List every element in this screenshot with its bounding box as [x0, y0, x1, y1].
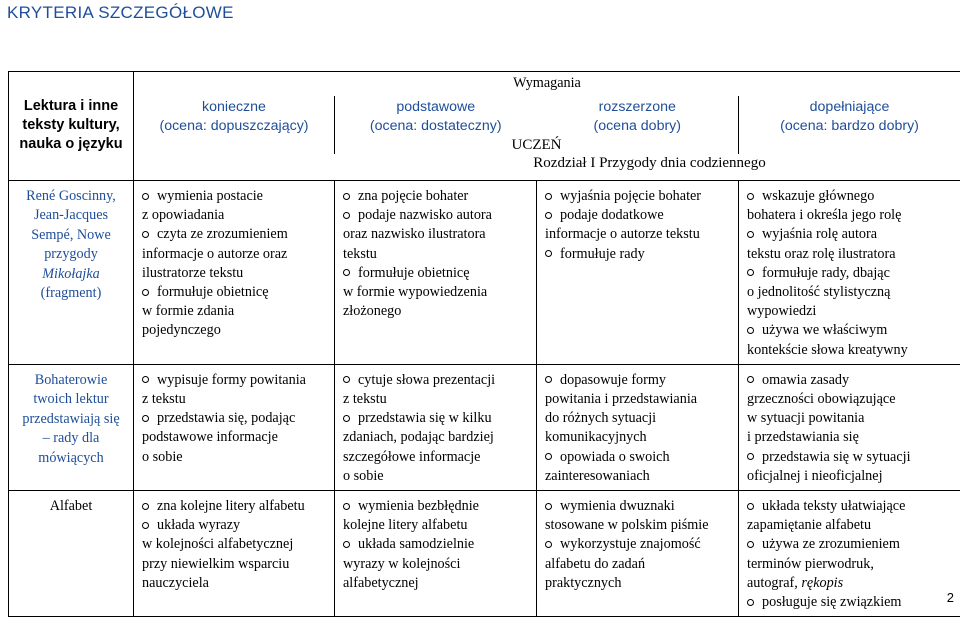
criterion-text: z tekstu	[343, 391, 387, 407]
criterion-text: wypisuje formy powitania	[157, 372, 306, 388]
cell-podstawowe	[335, 364, 537, 490]
header-section: Rozdział I Przygody dnia codziennego	[134, 154, 960, 172]
criterion-line	[343, 371, 532, 390]
criterion-line	[142, 448, 330, 467]
criterion-line	[142, 302, 330, 321]
criterion-line	[747, 225, 956, 244]
criterion-line	[747, 516, 956, 535]
cell-konieczne	[134, 364, 335, 490]
criterion-text: bohatera i określa jego rolę	[747, 207, 901, 223]
bullet-icon	[545, 376, 552, 383]
criterion-item	[545, 371, 734, 448]
criterion-line	[142, 206, 330, 225]
criterion-item	[747, 497, 956, 535]
bullet-icon	[747, 503, 754, 510]
bullet-icon	[545, 503, 552, 510]
criterion-text: formułuje obietnicę	[358, 265, 470, 281]
criteria-table	[8, 71, 960, 617]
row-label-line: Sempé, Nowe	[9, 226, 133, 246]
level-grade: (ocena: bardzo dobry)	[739, 117, 960, 136]
bullet-icon	[545, 541, 552, 548]
header-first-line-3: nauka o języku	[9, 135, 133, 154]
bullet-icon	[747, 376, 754, 383]
criterion-text: stosowane w polskim piśmie	[545, 517, 709, 533]
criterion-line	[343, 448, 532, 467]
criterion-item	[142, 187, 330, 225]
criterion-text: używa we właściwym	[762, 322, 887, 338]
criterion-line	[545, 187, 734, 206]
header-wymagania: Wymagania	[134, 72, 960, 96]
criterion-line	[545, 467, 734, 486]
criterion-line	[142, 321, 330, 340]
criterion-line	[545, 448, 734, 467]
criterion-text: zainteresowaniach	[545, 468, 650, 484]
criterion-line	[747, 497, 956, 516]
criterion-text: o jednolitość stylistyczną	[747, 284, 890, 300]
criterion-text: z opowiadania	[142, 207, 224, 223]
table-row-rene-goscinny	[9, 180, 960, 364]
bullet-icon	[343, 269, 350, 276]
criterion-text: powitania i przedstawiania	[545, 391, 697, 407]
criterion-line	[343, 467, 532, 486]
criterion-text: wskazuje głównego	[762, 188, 874, 204]
bullet-icon	[545, 453, 552, 460]
criterion-item	[343, 535, 532, 593]
criterion-text: z tekstu	[142, 391, 186, 407]
criterion-text: wypowiedzi	[747, 303, 816, 319]
criterion-text: przedstawia się, podając	[157, 410, 295, 426]
criterion-text: komunikacyjnych	[545, 429, 647, 445]
criterion-line	[343, 245, 532, 264]
criterion-text: układa wyrazy	[157, 517, 240, 533]
row-label-line: Alfabet	[9, 497, 133, 517]
criterion-line	[747, 321, 956, 340]
criterion-line	[142, 574, 330, 593]
criterion-item	[343, 187, 532, 206]
cell-konieczne	[134, 490, 335, 616]
criterion-text: kontekście słowa kreatywny	[747, 342, 908, 358]
criterion-text: tekstu oraz rolę ilustratora	[747, 246, 896, 262]
criterion-text: o sobie	[142, 449, 183, 465]
criterion-line	[343, 409, 532, 428]
header-first-column	[9, 72, 134, 181]
criterion-item	[142, 516, 330, 593]
criterion-text: i przedstawiania się	[747, 429, 859, 445]
criterion-line	[747, 302, 956, 321]
level-grade: (ocena dobry)	[537, 117, 739, 136]
criterion-line	[747, 448, 956, 467]
bullet-icon	[343, 503, 350, 510]
criterion-item	[747, 264, 956, 322]
criterion-text: zna pojęcie bohater	[358, 188, 468, 204]
criterion-item	[545, 245, 734, 264]
criterion-item	[545, 448, 734, 486]
bullet-icon	[747, 193, 754, 200]
criterion-text: pojedynczego	[142, 322, 221, 338]
criterion-text: do różnych sytuacji	[545, 410, 656, 426]
criterion-text: zapamiętanie alfabetu	[747, 517, 871, 533]
criterion-line	[343, 283, 532, 302]
criterion-line	[142, 225, 330, 244]
criterion-line	[545, 497, 734, 516]
bullet-icon	[142, 231, 149, 238]
criterion-line	[747, 428, 956, 447]
criterion-text: zdaniach, podając bardziej	[343, 429, 494, 445]
row-label	[9, 364, 134, 490]
criterion-line	[747, 245, 956, 264]
criterion-text: wymienia postacie	[157, 188, 263, 204]
criterion-line	[343, 390, 532, 409]
level-name: rozszerzone	[537, 98, 739, 117]
criterion-line	[142, 409, 330, 428]
criterion-text: układa samodzielnie	[358, 536, 474, 552]
bullet-icon	[545, 193, 552, 200]
criterion-line	[343, 497, 532, 516]
header-level-middle	[335, 96, 739, 154]
criterion-text: posługuje się związkiem	[762, 594, 901, 610]
criterion-line	[142, 555, 330, 574]
row-label-line: – rady dla	[9, 429, 133, 449]
criterion-text: zna kolejne litery alfabetu	[157, 498, 305, 514]
criterion-item	[142, 497, 330, 516]
criterion-text: wykorzystuje znajomość	[560, 536, 701, 552]
criterion-item	[142, 409, 330, 467]
criterion-text: alfabetycznej	[343, 575, 419, 591]
criterion-line	[545, 555, 734, 574]
criterion-item	[545, 187, 734, 206]
criterion-line	[343, 428, 532, 447]
criterion-text: wyjaśnia pojęcie bohater	[560, 188, 701, 204]
bullet-icon	[343, 212, 350, 219]
criterion-text: przedstawia się w kilku	[358, 410, 492, 426]
criterion-line	[142, 497, 330, 516]
criterion-text: czyta ze zrozumieniem	[157, 226, 288, 242]
criterion-line	[747, 341, 956, 360]
row-label-line: Jean-Jacques	[9, 206, 133, 226]
criterion-line	[747, 467, 956, 486]
criterion-line	[545, 245, 734, 264]
criterion-item	[747, 321, 956, 359]
criterion-text: opowiada o swoich	[560, 449, 670, 465]
bullet-icon	[747, 541, 754, 548]
criterion-line	[343, 516, 532, 535]
criterion-item	[747, 593, 956, 612]
bullet-icon	[343, 193, 350, 200]
cell-podstawowe	[335, 180, 537, 364]
row-label-line: przygody	[9, 245, 133, 265]
criterion-line	[142, 516, 330, 535]
criterion-item	[142, 371, 330, 409]
cell-rozszerzone	[537, 180, 739, 364]
criterion-text: grzeczności obowiązujące	[747, 391, 896, 407]
criterion-text: formułuje rady, dbając	[762, 265, 890, 281]
page-number: 2	[947, 590, 954, 605]
criterion-line	[142, 390, 330, 409]
bullet-icon	[142, 193, 149, 200]
criterion-line	[343, 574, 532, 593]
criterion-text: wyrazy w kolejności	[343, 556, 460, 572]
page-title: KRYTERIA SZCZEGÓŁOWE	[7, 3, 234, 23]
criterion-text-italic: rękopis	[801, 575, 843, 591]
criterion-text: wymienia dwuznaki	[560, 498, 675, 514]
row-label-line: przedstawiają się	[9, 410, 133, 430]
header-level-dopelniajace	[739, 96, 960, 154]
criterion-text: dopasowuje formy	[560, 372, 666, 388]
criterion-item	[343, 264, 532, 322]
criterion-text: podaje nazwisko autora	[358, 207, 492, 223]
criterion-text: tekstu	[343, 246, 377, 262]
criterion-item	[142, 283, 330, 341]
bullet-icon	[545, 250, 552, 257]
criterion-item	[747, 535, 956, 593]
criterion-line	[545, 409, 734, 428]
criterion-item	[747, 371, 956, 448]
level-name: dopełniające	[739, 98, 960, 117]
criterion-text: autograf,	[747, 575, 801, 591]
bullet-icon	[142, 415, 149, 422]
criterion-text: omawia zasady	[762, 372, 849, 388]
bullet-icon	[747, 599, 754, 606]
criterion-line	[343, 206, 532, 225]
level-name: podstawowe	[335, 98, 537, 117]
criterion-line	[747, 409, 956, 428]
row-label	[9, 490, 134, 616]
criterion-line	[545, 574, 734, 593]
criterion-line	[545, 371, 734, 390]
criterion-text: szczegółowe informacje	[343, 449, 480, 465]
criterion-line	[747, 371, 956, 390]
criterion-text: kolejne litery alfabetu	[343, 517, 467, 533]
criterion-text: nauczyciela	[142, 575, 209, 591]
bullet-icon	[142, 522, 149, 529]
row-label-line: (fragment)	[9, 284, 133, 304]
criterion-item	[747, 225, 956, 263]
criterion-line	[545, 225, 734, 244]
level-grade: (ocena: dopuszczający)	[134, 117, 334, 136]
criterion-line	[545, 516, 734, 535]
criterion-line	[142, 283, 330, 302]
criterion-line	[747, 574, 956, 593]
criterion-item	[343, 371, 532, 409]
header-first-line-1: Lektura i inne	[9, 97, 133, 116]
cell-dopelniajace	[739, 490, 960, 616]
criterion-line	[747, 535, 956, 554]
criterion-item	[545, 535, 734, 593]
table-row-bohaterowie	[9, 364, 960, 490]
bullet-icon	[142, 289, 149, 296]
criterion-item	[747, 448, 956, 486]
criterion-line	[747, 555, 956, 574]
cell-rozszerzone	[537, 490, 739, 616]
criterion-line	[142, 535, 330, 554]
criterion-text: układa teksty ułatwiające	[762, 498, 905, 514]
criterion-text: ilustratorze tekstu	[142, 265, 243, 281]
criterion-line	[747, 390, 956, 409]
criterion-line	[343, 225, 532, 244]
header-uczen: UCZEŃ	[335, 136, 738, 154]
criterion-text: w kolejności alfabetycznej	[142, 536, 293, 552]
header-first-line-2: teksty kultury,	[9, 116, 133, 135]
criterion-item	[545, 206, 734, 244]
criterion-text: w formie zdania	[142, 303, 234, 319]
criterion-text: informacje o autorze oraz	[142, 246, 287, 262]
level-grade: (ocena: dostateczny)	[335, 117, 537, 136]
criterion-item	[747, 187, 956, 225]
cell-dopelniajace	[739, 180, 960, 364]
bullet-icon	[747, 453, 754, 460]
criterion-text: o sobie	[343, 468, 384, 484]
criterion-line	[747, 283, 956, 302]
criterion-line	[142, 264, 330, 283]
criterion-text: praktycznych	[545, 575, 621, 591]
criterion-text: złożonego	[343, 303, 401, 319]
row-label-line: mówiących	[9, 449, 133, 469]
row-label-line: Bohaterowie	[9, 371, 133, 391]
bullet-icon	[343, 376, 350, 383]
criterion-line	[545, 428, 734, 447]
criterion-line	[142, 187, 330, 206]
criterion-line	[747, 593, 956, 612]
criterion-text: informacje o autorze tekstu	[545, 226, 700, 242]
cell-konieczne	[134, 180, 335, 364]
bullet-icon	[343, 541, 350, 548]
criterion-line	[343, 264, 532, 283]
cell-rozszerzone	[537, 364, 739, 490]
criterion-line	[545, 206, 734, 225]
bullet-icon	[142, 503, 149, 510]
row-label-italic: Mikołajka	[9, 265, 133, 285]
bullet-icon	[747, 327, 754, 334]
criterion-text: formułuje rady	[560, 246, 645, 262]
header-section-row	[134, 154, 960, 180]
row-label-line: René Goscinny,	[9, 187, 133, 207]
criterion-item	[545, 497, 734, 535]
cell-podstawowe	[335, 490, 537, 616]
criterion-text: formułuje obietnicę	[157, 284, 269, 300]
criterion-item	[343, 409, 532, 486]
criterion-text: w sytuacji powitania	[747, 410, 864, 426]
table-row-alfabet	[9, 490, 960, 616]
criterion-text: terminów pierwodruk,	[747, 556, 874, 572]
criterion-line	[545, 535, 734, 554]
criterion-text: podaje dodatkowe	[560, 207, 664, 223]
header-level-konieczne	[134, 96, 335, 154]
row-label-line: twoich lektur	[9, 390, 133, 410]
criterion-line	[343, 187, 532, 206]
criterion-line	[343, 555, 532, 574]
criterion-line	[142, 371, 330, 390]
row-label	[9, 180, 134, 364]
criterion-line	[142, 245, 330, 264]
criterion-text: oficjalnej i nieoficjalnej	[747, 468, 883, 484]
bullet-icon	[545, 212, 552, 219]
bullet-icon	[343, 415, 350, 422]
criterion-text: w formie wypowiedzenia	[343, 284, 487, 300]
criterion-text: wymienia bezbłędnie	[358, 498, 479, 514]
criterion-line	[142, 428, 330, 447]
criterion-text: oraz nazwisko ilustratora	[343, 226, 486, 242]
criterion-line	[343, 302, 532, 321]
criterion-text: alfabetu do zadań	[545, 556, 645, 572]
criterion-line	[747, 264, 956, 283]
bullet-icon	[747, 269, 754, 276]
criterion-line	[747, 187, 956, 206]
criterion-text: podstawowe informacje	[142, 429, 278, 445]
criterion-line	[747, 206, 956, 225]
criterion-item	[343, 497, 532, 535]
criterion-line	[545, 390, 734, 409]
bullet-icon	[747, 231, 754, 238]
criterion-item	[343, 206, 532, 264]
criterion-text: przy niewielkim wsparciu	[142, 556, 289, 572]
cell-dopelniajace	[739, 364, 960, 490]
criterion-text: przedstawia się w sytuacji	[762, 449, 911, 465]
criterion-text: cytuje słowa prezentacji	[358, 372, 495, 388]
criterion-item	[142, 225, 330, 283]
criterion-text: używa ze zrozumieniem	[762, 536, 900, 552]
criterion-text: wyjaśnia rolę autora	[762, 226, 877, 242]
level-name: konieczne	[134, 98, 334, 117]
criterion-line	[343, 535, 532, 554]
bullet-icon	[142, 376, 149, 383]
